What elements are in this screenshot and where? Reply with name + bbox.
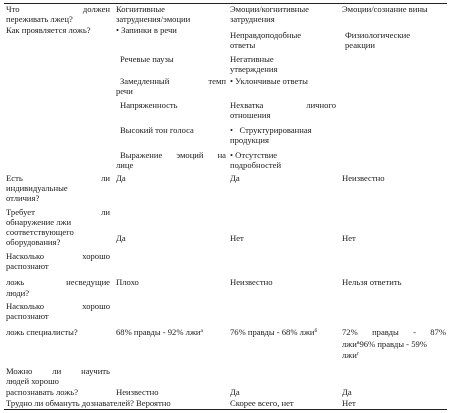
answer-text: 96% правды - 59% — [359, 339, 427, 349]
cell-text: подробностей — [230, 160, 282, 170]
cell-word: Есть — [6, 173, 23, 183]
cell-word: правды — [372, 327, 399, 337]
question-training — [6, 366, 110, 376]
header-col2-line1: Когнитивные — [116, 4, 165, 14]
cell-word: Можно — [6, 366, 33, 376]
cell-text: Речевые паузы — [120, 54, 174, 64]
cell-text: обнаружение лжи — [6, 217, 72, 227]
cell-text: Негативные — [230, 54, 274, 64]
answer-text: лжи — [342, 350, 357, 360]
answer: Плохо — [116, 277, 139, 287]
cell-word: несведущие — [66, 277, 110, 287]
header-text: Что — [6, 4, 20, 14]
footnote-mark: a — [200, 328, 203, 334]
bottom-rule — [4, 409, 447, 410]
answer — [116, 327, 203, 337]
cell-text: индивидуальные — [6, 183, 68, 193]
cell-word: Нехватка — [230, 100, 264, 110]
cell-text: людей хорошо — [6, 376, 59, 386]
cell-text: речи — [116, 86, 133, 96]
cell-text: реакции — [345, 40, 376, 50]
answer-line2 — [342, 339, 427, 349]
cell-text — [6, 277, 110, 287]
answer — [230, 327, 317, 337]
answer-text: 68% правды - 92% лжи — [116, 327, 201, 337]
answer: Да — [116, 173, 126, 183]
footnote-mark: г — [356, 351, 360, 357]
cell-word: Насколько — [6, 251, 44, 261]
question-interrogators: Трудно ли обмануть дознавателей? Вероятно — [6, 398, 171, 408]
cell-word: Требует — [6, 207, 35, 217]
cell-text: • Структурированная — [230, 125, 312, 135]
cell-text: продукция — [230, 135, 269, 145]
cell-word: хорошо — [82, 301, 110, 311]
cell-word: - — [413, 327, 416, 337]
cell-text — [230, 100, 336, 110]
cell-text: • Отсутствие — [230, 150, 278, 160]
cell-text: распознают — [6, 261, 49, 271]
cell-word: ли — [52, 366, 62, 376]
cell-word: 72% — [342, 327, 358, 337]
cell-word: хорошо — [82, 251, 110, 261]
question-laypeople — [6, 251, 110, 261]
answer: Да — [230, 387, 240, 397]
cell-text: люди? — [6, 288, 30, 298]
cell-text: отличия? — [6, 193, 40, 203]
cell-text: распознают — [6, 311, 49, 321]
cell-text: лице — [116, 160, 134, 170]
answer-line3 — [342, 350, 359, 360]
cell-word: на — [217, 150, 226, 160]
answer: Нет — [230, 233, 244, 243]
footnote-mark: б — [314, 328, 318, 334]
answer: Да — [342, 387, 352, 397]
cell-text: Высокий тон голоса — [120, 125, 194, 135]
cell-text: отношения — [230, 110, 271, 120]
cell-word: Насколько — [6, 301, 44, 311]
header-col4-line1: Эмоции/сознание вины — [342, 4, 428, 14]
cell-text: ложь специалисты? — [6, 327, 78, 337]
cell-text — [120, 150, 226, 160]
cell-text: Напряженность — [120, 100, 178, 110]
question-specialists — [6, 301, 110, 311]
answer: Да — [116, 233, 126, 243]
header-col1-line2: переживать лжец? — [6, 14, 73, 24]
answer-text: лжи — [342, 339, 357, 349]
cell-word: личного — [306, 100, 336, 110]
cell-text: соответствующего — [6, 227, 74, 237]
cell-word: Замедленный — [120, 76, 170, 86]
cell-text: утверждения — [230, 64, 278, 74]
answer: Неизвестно — [230, 277, 273, 287]
header-text: должен — [82, 4, 110, 14]
question-equipment — [6, 207, 110, 217]
answer: Неизвестно — [116, 387, 159, 397]
cell-word: ли — [101, 207, 110, 217]
cell-word: 87% — [430, 327, 446, 337]
cell-word: ли — [101, 173, 110, 183]
cell-word: ложь — [6, 277, 25, 287]
cell-text: Физиологические — [345, 30, 411, 40]
question-how-manifest: Как проявляется ложь? — [6, 25, 91, 35]
cell-word: Выражение — [120, 150, 163, 160]
cell-text: ответы — [230, 40, 256, 50]
answer: Нет — [342, 233, 356, 243]
header-col1-line1 — [6, 4, 110, 14]
cell-word: научить — [81, 366, 110, 376]
question-individual-diff — [6, 173, 110, 183]
answer: Скорее всего, нет — [230, 398, 294, 408]
answer: Да — [230, 173, 240, 183]
answer: Неизвестно — [342, 173, 385, 183]
cell-text: • Запинки в речи — [116, 25, 177, 35]
header-col3-line1: Эмоции/когнитивные — [230, 4, 309, 14]
cell-text: распознавать ложь? — [6, 387, 79, 397]
answer-text: 76% правды - 68% лжи — [230, 327, 315, 337]
cell-text: оборудования? — [6, 237, 61, 247]
header-col3-line2: затруднения — [230, 14, 275, 24]
cell-text — [120, 76, 226, 86]
answer: Нельзя ответить — [342, 277, 402, 287]
answer: Нет — [342, 398, 356, 408]
cell-word: темп — [208, 76, 226, 86]
cell-text: Неправдоподобные — [230, 30, 302, 40]
header-col2-line2: затруднения/эмоции — [116, 14, 191, 24]
footnote-mark: в — [356, 340, 360, 346]
answer — [342, 327, 446, 337]
cell-word: эмоций — [176, 150, 204, 160]
cell-text: • Уклончивые ответы — [230, 76, 308, 86]
